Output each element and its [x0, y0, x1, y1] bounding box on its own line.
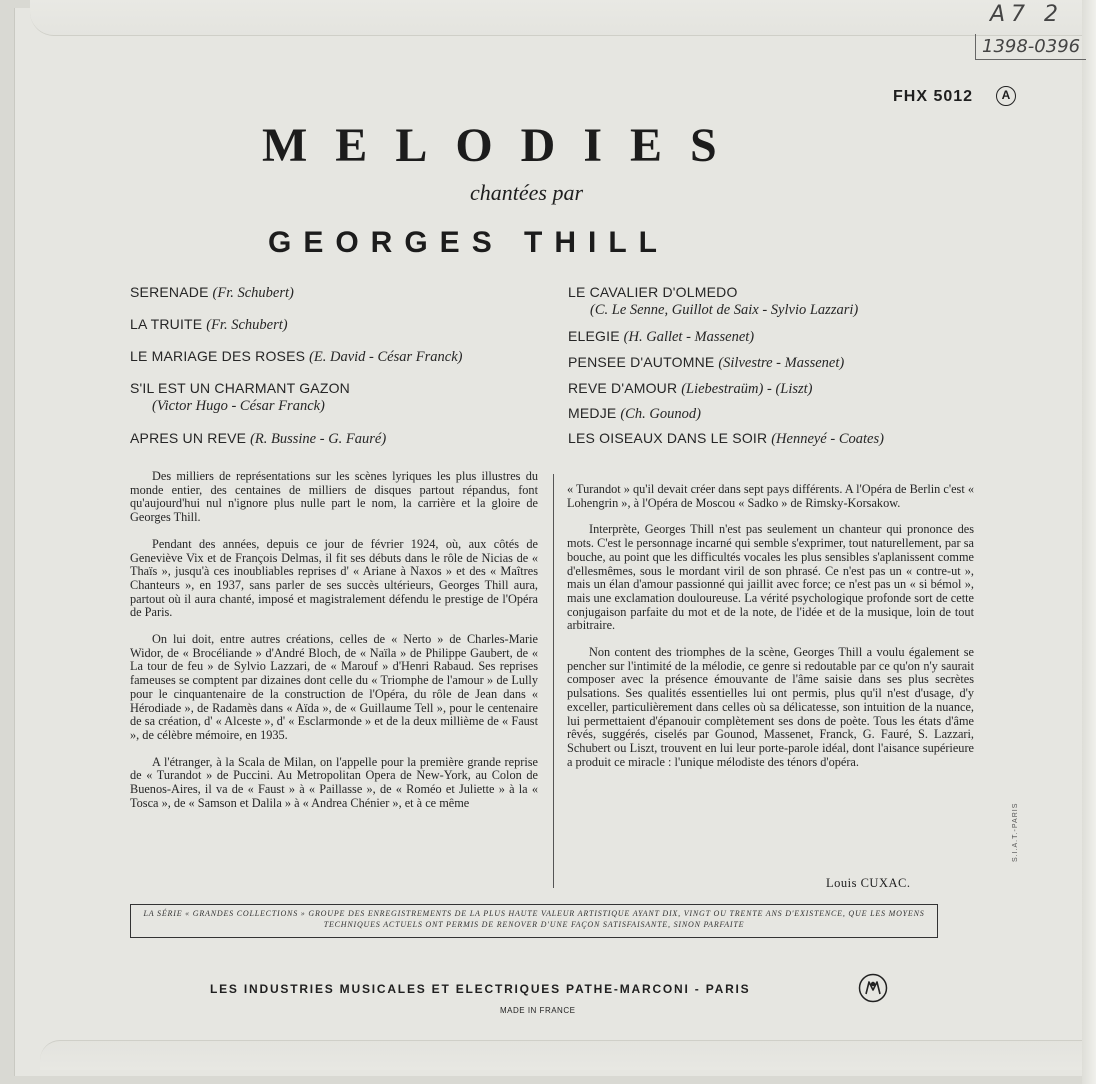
track-credit: (Victor Hugo - César Franck): [152, 398, 325, 414]
track-credit: (Ch. Gounod): [620, 406, 701, 422]
track-item: [130, 380, 350, 396]
track-credit: (Henneyé - Coates): [771, 431, 884, 447]
track-item: [130, 348, 462, 366]
company-name: LES INDUSTRIES MUSICALES ET ELECTRIQUES PATHE-MARCONI - PARIS: [210, 982, 751, 996]
liner-paragraph: « Turandot » qu'il devait créer dans sept pays différents. A l'Opéra de Berlin c'est « Lohengrin », à l'Opéra de Moscou « Sadko » de Rimsky-Korsakow.: [567, 482, 974, 510]
album-subtitle: chantées par: [470, 180, 584, 205]
track-item: [568, 405, 701, 423]
track-name: LE MARIAGE DES ROSES: [130, 348, 306, 364]
track-name: PENSEE D'AUTOMNE: [568, 354, 715, 370]
liner-paragraph: Non content des triomphes de la scène, Georges Thill a voulu également se pencher sur l'intimité de la mélodie, ce genre si redoutable par ce qu'on n'y saurait composer avec la présence émouvante de l'âme saisie dans ses plus secrètes pulsations. Ses qualités essentielles lui ont permis, plus qu'il n'est d'usage, d'y exceller, particulièrement dans celles où sa délicatesse, son intuition de la nuance, lui permettaient d'épanouir complètement ses dons de poète. Tous les états d'âme rêvés, suggérés, ciselés par Gounod, Massenet, Franck, G. Fauré, S. Lazzari, Schubert ou Liszt, trouvent en lui leur porte-parole idéal, dont l'aisance supérieure a produit ce miracle : l'unique mélodiste des ténors d'opéra.: [567, 645, 974, 769]
printer-credit: S.I.A.T.-PARIS: [1012, 802, 1019, 862]
track-name: ELEGIE: [568, 328, 620, 344]
author-signature: Louis CUXAC.: [826, 876, 911, 890]
track-item: [568, 354, 844, 372]
track-name: LES OISEAUX DANS LE SOIR: [568, 430, 768, 446]
track-name: SERENADE: [130, 284, 209, 300]
liner-notes-right: [567, 483, 974, 782]
liner-paragraph: Interprète, Georges Thill n'est pas seulement un chanteur qui prononce des mots. C'est le personnage incarné qui semble s'exprimer, tout naturellement, par sa bouche, au point que les difficultés vocales les plus sensibles s'aplanissent comme d'ellesmêmes, sous le mordant viril de son phrasé. Ce n'est pas un « contre-ut », mais un élan d'amour passionné qui jaillit avec force; ce n'est pas un « si bémol », mais une exclamation douloureuse. La vérité psychologique profonde sort de cette conjugaison parfaite du mot et de la note, de l'idée et de la musique, loin de tout arbitraire.: [567, 522, 974, 633]
track-name: LE CAVALIER D'OLMEDO: [568, 284, 738, 300]
liner-notes-left: [130, 470, 538, 823]
liner-paragraph: A l'étranger, à la Scala de Milan, on l'appelle pour la première grande reprise de « Turandot » de Puccini. Au Metropolitan Opera de New-York, au Colon de Buenos-Aires, il va de « Faust » à « Paillasse », de « Roméo et Juliette » à la « Tosca », de « Samson et Dalila » à « Andrea Chénier », et à ce même: [130, 754, 538, 810]
made-in-label: MADE IN FRANCE: [500, 1006, 576, 1015]
track-name: MEDJE: [568, 405, 617, 421]
track-credit: (Liebestraüm) - (Liszt): [681, 381, 813, 397]
track-name: REVE D'AMOUR: [568, 380, 678, 396]
track-item: [568, 430, 884, 448]
track-credit: (R. Bussine - G. Fauré): [250, 431, 387, 447]
sleeve-top-fold: [30, 0, 1090, 36]
track-item: [568, 328, 754, 346]
catalog-mark: A: [996, 86, 1016, 106]
track-credit: (Fr. Schubert): [206, 317, 288, 333]
series-notice: LA SÉRIE « GRANDES COLLECTIONS » GROUPE DES ENREGISTREMENTS DE LA PLUS HAUTE VALEUR ARTISTIQUE AYANT DIX, VINGT OU TRENTE ANS D'EXISTENCE, QUE LES MOYENS TECHNIQUES ACTUELS ONT PERMIS DE RENOVER D'UNE FAÇON SATISFAISANTE, SINON PARFAITE: [130, 904, 938, 938]
catalog-number: FHX 5012: [893, 88, 974, 105]
artist-name: GEORGES THILL: [268, 226, 670, 259]
track-credit: (C. Le Senne, Guillot de Saix - Sylvio Lazzari): [590, 302, 859, 318]
track-item: [130, 316, 288, 334]
track-credit: (H. Gallet - Massenet): [623, 329, 755, 345]
liner-paragraph: Pendant des années, depuis ce jour de février 1924, où, aux côtés de Geneviève Vix et de François Delmas, il fit ses débuts dans le rôle de Nicias de « Thaïs », jusqu'à ces inoubliables reprises d' « Ariane à Naxos » et des « Maîtres Chanteurs », en 1937, sans parler de ses succès ultérieurs, Georges Thill aura, partout où il aura chanté, imposé et magistralement défendu le prestige de l'Opéra de Paris.: [130, 536, 538, 620]
handwritten-note-top: A7 2: [990, 2, 1065, 27]
track-credit: (E. David - César Franck): [309, 349, 463, 365]
sleeve-right-edge: [1082, 0, 1096, 1084]
track-credit: (Silvestre - Massenet): [718, 355, 845, 371]
pathe-marconi-logo-icon: [858, 973, 888, 1003]
sleeve-bottom-fold: [40, 1040, 1090, 1070]
liner-paragraph: Des milliers de représentations sur les scènes lyriques les plus illustres du monde entier, des centaines de milliers de disques partout répandus, font qu'aujourd'hui nul n'ignore plus nulle part le nom, la carrière et la gloire de Georges Thill.: [130, 469, 538, 525]
track-name: LA TRUITE: [130, 316, 203, 332]
track-name: APRES UN REVE: [130, 430, 247, 446]
track-credit: (Fr. Schubert): [212, 285, 294, 301]
track-item: [568, 380, 813, 398]
album-title: MELODIES: [262, 119, 745, 172]
handwritten-code: 1398-0396: [975, 34, 1086, 60]
track-name: S'IL EST UN CHARMANT GAZON: [130, 380, 350, 396]
liner-paragraph: On lui doit, entre autres créations, celles de « Nerto » de Charles-Marie Widor, de « Brocéliande » d'André Bloch, de « Naïla » de Philippe Gaubert, de « La tour de feu » de Sylvio Lazzari, de « Marouf » d'Henri Rabaud. Ses reprises fameuses se comptent par dizaines dont celle du « Triomphe de l'amour » de Lully pour le cinquantenaire de la construction de l'Opéra, du rôle de Jean dans « Hérodiade », de Radamès dans « Aïda », de « Guillaume Tell », pour le centenaire de sa création, d' « Alceste », d' « Esclarmonde » et de la deux millième de « Faust », de célèbre mémoire, en 1935.: [130, 632, 538, 742]
column-divider: [553, 474, 554, 888]
track-item: [568, 284, 738, 300]
track-item: [130, 430, 386, 448]
track-item: [130, 284, 294, 302]
